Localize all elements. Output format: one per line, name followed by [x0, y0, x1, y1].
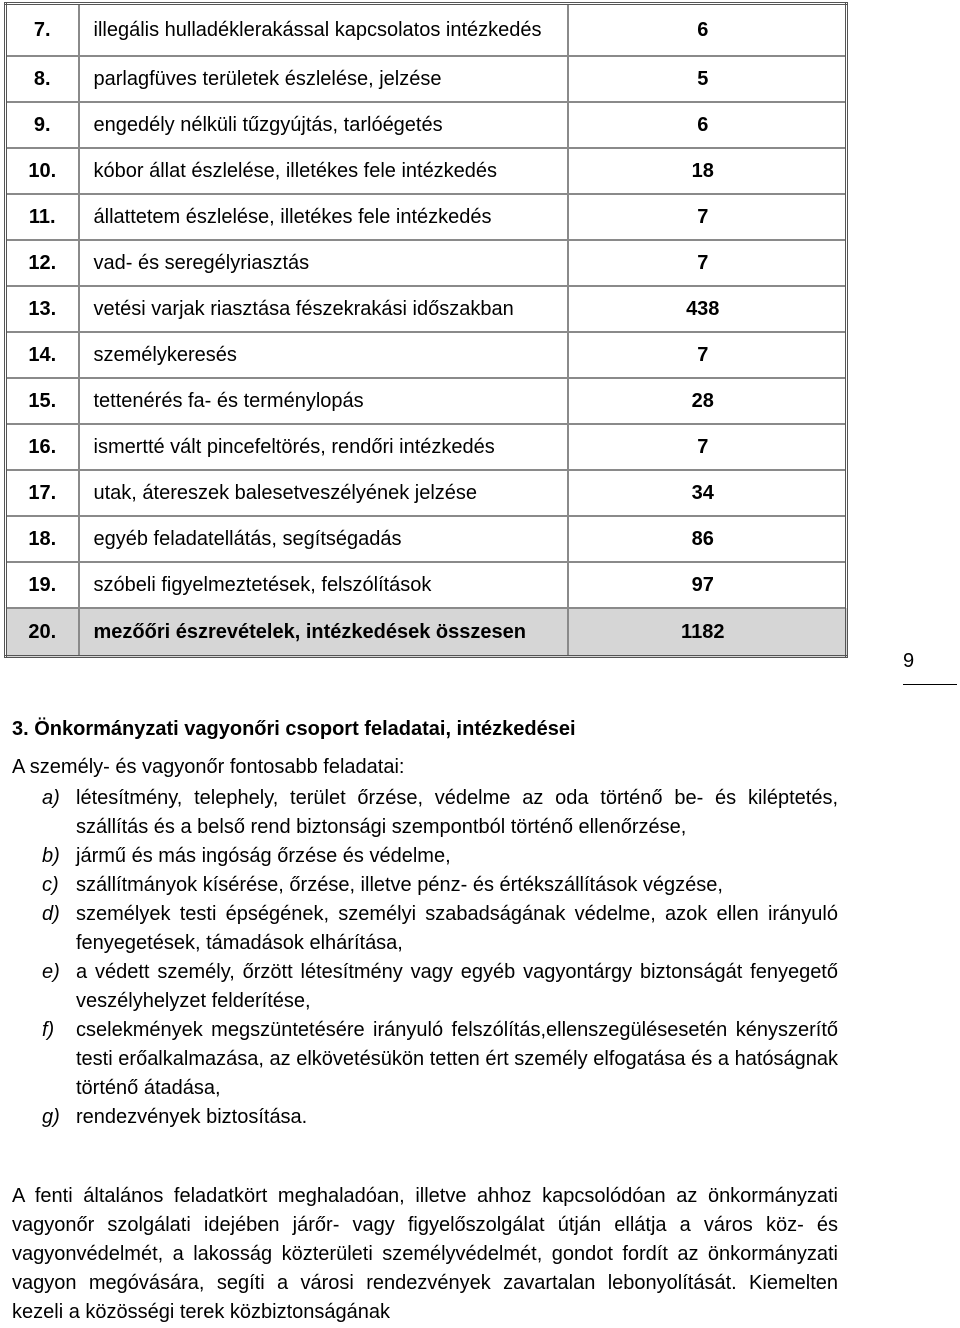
list-item-text: cselekmények megszüntetésére irányuló felszólítás,ellenszegülésesetén kényszerítő testi erőalkalmazása, az elkövetésükön tetten ért személy elfogatása és a hatóságnak történő átadása, [76, 1019, 838, 1099]
duty-list [12, 784, 838, 1132]
list-marker: b) [42, 845, 60, 867]
row-value: 97 [568, 562, 847, 608]
table-row [6, 4, 847, 57]
row-description: kóbor állat észlelése, illetékes fele intézkedés [79, 148, 568, 194]
row-value: 18 [568, 148, 847, 194]
row-number: 16. [6, 424, 79, 470]
row-value: 438 [568, 286, 847, 332]
row-number: 15. [6, 378, 79, 424]
row-value: 28 [568, 378, 847, 424]
row-number: 12. [6, 240, 79, 286]
row-number: 9. [6, 102, 79, 148]
row-value: 7 [568, 332, 847, 378]
page-number: 9 [903, 650, 915, 672]
table-row [6, 378, 847, 424]
table-row [6, 194, 847, 240]
row-description: vetési varjak riasztása fészekrakási időszakban [79, 286, 568, 332]
row-number: 19. [6, 562, 79, 608]
list-marker: a) [42, 787, 60, 809]
table-row [6, 286, 847, 332]
row-value: 6 [568, 4, 847, 57]
row-description: szóbeli figyelmeztetések, felszólítások [79, 562, 568, 608]
row-description: illegális hulladéklerakással kapcsolatos intézkedés [79, 4, 568, 57]
list-marker: d) [42, 903, 60, 925]
list-marker: e) [42, 961, 60, 983]
row-description: egyéb feladatellátás, segítségadás [79, 516, 568, 562]
row-number: 13. [6, 286, 79, 332]
row-description: tettenérés fa- és terménylopás [79, 378, 568, 424]
list-marker: f) [42, 1019, 55, 1041]
table-row [6, 102, 847, 148]
list-item [12, 958, 838, 1016]
row-description: állattetem észlelése, illetékes fele intézkedés [79, 194, 568, 240]
row-value: 7 [568, 240, 847, 286]
table-row [6, 562, 847, 608]
list-item [12, 900, 838, 958]
list-item [12, 1103, 838, 1132]
row-number: 8. [6, 56, 79, 102]
table-row [6, 240, 847, 286]
list-item [12, 871, 838, 900]
list-marker: g) [42, 1106, 60, 1128]
section-title: 3. Önkormányzati vagyonőri csoport feladatai, intézkedései [12, 718, 576, 740]
page-number-rule [903, 684, 957, 685]
statistics-table [4, 2, 848, 658]
table-row [6, 148, 847, 194]
total-number: 20. [6, 608, 79, 657]
list-item-text: szállítmányok kísérése, őrzése, illetve pénz- és értékszállítások végzése, [76, 874, 723, 896]
list-item [12, 842, 838, 871]
list-item-text: létesítmény, telephely, terület őrzése, védelme az oda történő be- és kiléptetés, szállítás és a belső rend biztonsági szempontból történő ellenőrzése, [76, 787, 838, 838]
list-item-text: rendezvények biztosítása. [76, 1106, 308, 1128]
row-value: 86 [568, 516, 847, 562]
intro-text: A személy- és vagyonőr fontosabb feladatai: [12, 756, 405, 778]
row-value: 7 [568, 424, 847, 470]
row-description: parlagfüves területek észlelése, jelzése [79, 56, 568, 102]
row-number: 17. [6, 470, 79, 516]
table-row [6, 56, 847, 102]
list-marker: c) [42, 874, 59, 896]
row-number: 7. [6, 4, 79, 57]
total-value: 1182 [568, 608, 847, 657]
table-total-row [6, 608, 847, 657]
row-description: vad- és seregélyriasztás [79, 240, 568, 286]
list-item-text: személyek testi épségének, személyi szabadságának védelme, azok ellen irányuló fenyegetések, támadások elhárítása, [76, 903, 838, 954]
total-description: mezőőri észrevételek, intézkedések összesen [79, 608, 568, 657]
row-value: 7 [568, 194, 847, 240]
list-item [12, 784, 838, 842]
row-number: 14. [6, 332, 79, 378]
row-value: 5 [568, 56, 847, 102]
row-description: személykeresés [79, 332, 568, 378]
row-value: 34 [568, 470, 847, 516]
table-row [6, 470, 847, 516]
table-row [6, 332, 847, 378]
row-description: utak, átereszek balesetveszélyének jelzése [79, 470, 568, 516]
row-number: 18. [6, 516, 79, 562]
list-item [12, 1016, 838, 1103]
row-description: engedély nélküli tűzgyújtás, tarlóégetés [79, 102, 568, 148]
table-row [6, 516, 847, 562]
row-description: ismertté vált pincefeltörés, rendőri intézkedés [79, 424, 568, 470]
list-item-text: jármű és más ingóság őrzése és védelme, [76, 845, 451, 867]
row-number: 11. [6, 194, 79, 240]
row-value: 6 [568, 102, 847, 148]
body-paragraph: A fenti általános feladatkört meghaladóan, illetve ahhoz kapcsolódóan az önkormányzati vagyonőr szolgálati idejében járőr- vagy figyelőszolgálat útján ellátja a város köz- és vagyonvédelmét, a lakosság közterületi személyvédelmét, gondot fordít az önkormányzati vagyon megóvására, segíti a városi rendezvények zavartalan lebonyolítását. Kiemelten kezeli a közösségi terek közbiztonságának [12, 1185, 838, 1323]
table-row [6, 424, 847, 470]
list-item-text: a védett személy, őrzött létesítmény vagy egyéb vagyontárgy biztonságát fenyegető veszélyhelyzet felderítése, [76, 961, 838, 1012]
row-number: 10. [6, 148, 79, 194]
